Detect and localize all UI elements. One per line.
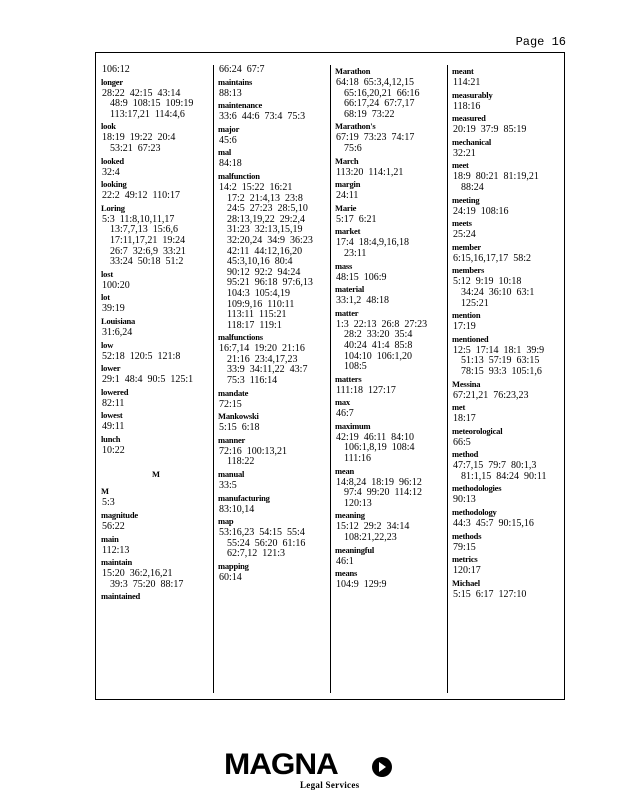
index-term: meet bbox=[452, 160, 469, 171]
page-line-reference: 6:15,16,17,17 58:2 bbox=[453, 252, 532, 264]
page-line-reference: 39:3 75:20 88:17 bbox=[110, 578, 184, 590]
index-entry bbox=[217, 146, 329, 170]
index-entry bbox=[217, 515, 329, 560]
page-line-reference: 28:22 42:15 43:14 bbox=[102, 87, 181, 99]
page-line-reference: 64:18 65:3,4,12,15 bbox=[336, 77, 415, 88]
page-line-reference: 33:9 34:11,22 43:7 bbox=[227, 364, 308, 376]
page-line-reference: 118:17 119:1 bbox=[227, 319, 282, 331]
index-term: mentioned bbox=[452, 333, 489, 344]
index-term: Mankowski bbox=[218, 411, 259, 422]
page-line-reference: 32:21 bbox=[453, 147, 476, 159]
page-line-reference: 10:22 bbox=[102, 444, 125, 456]
page-line-reference: 24:19 108:16 bbox=[453, 205, 509, 217]
index-entry bbox=[100, 590, 212, 603]
index-term: material bbox=[335, 284, 365, 295]
index-term: methodologies bbox=[452, 483, 502, 494]
index-term: Michael bbox=[452, 577, 480, 588]
index-entry bbox=[334, 260, 446, 284]
index-term: meeting bbox=[452, 194, 480, 205]
page-line-reference: 120:17 bbox=[453, 565, 481, 577]
index-term: meant bbox=[452, 66, 474, 76]
index-entry bbox=[217, 410, 329, 434]
index-term: maintains bbox=[218, 76, 253, 87]
page-line-reference: 16:7,14 19:20 21:16 bbox=[219, 343, 305, 355]
page-line-reference: 5:17 6:21 bbox=[336, 213, 377, 225]
index-section-letter: M bbox=[151, 469, 161, 480]
index-term: look bbox=[101, 121, 116, 132]
page-line-reference: 44:3 45:7 90:15,16 bbox=[453, 518, 534, 530]
page-line-reference: 113:17,21 114:4,6 bbox=[110, 108, 185, 120]
index-term: looked bbox=[101, 155, 124, 166]
page-line-reference: 113:20 114:1,21 bbox=[336, 166, 404, 178]
page-line-reference: 81:1,15 84:24 90:11 bbox=[461, 470, 547, 482]
page-line-reference: 72:16 100:13,21 bbox=[219, 445, 288, 457]
page-line-reference: 22:2 49:12 110:17 bbox=[102, 190, 180, 202]
page-line-reference: 33:1,2 48:18 bbox=[336, 295, 390, 307]
page-line-reference: 47:7,15 79:7 80:1,3 bbox=[453, 460, 537, 472]
page-line-reference: 111:16 bbox=[344, 453, 372, 465]
index-entry bbox=[451, 333, 563, 378]
page-line-reference: 62:7,12 121:3 bbox=[227, 548, 286, 560]
index-term: meaningful bbox=[335, 544, 375, 555]
magna-logo bbox=[0, 748, 618, 798]
index-term: magnitude bbox=[101, 510, 138, 521]
page-line-reference: 68:19 73:22 bbox=[344, 108, 395, 120]
index-entry bbox=[451, 217, 563, 241]
index-term: manufacturing bbox=[218, 492, 270, 503]
page-line-reference: 109:9,16 110:11 bbox=[227, 298, 295, 310]
page-line-reference: 29:1 48:4 90:5 125:1 bbox=[102, 374, 194, 386]
column-divider bbox=[213, 65, 214, 693]
index-column-1 bbox=[100, 65, 212, 695]
index-entry bbox=[217, 331, 329, 386]
index-term: malfunctions bbox=[218, 332, 263, 343]
page-line-reference: 66:24 67:7 bbox=[219, 65, 265, 75]
index-term: methods bbox=[452, 530, 482, 541]
index-term: mandate bbox=[218, 387, 249, 398]
page-line-reference: 12:5 17:14 18:1 39:9 bbox=[453, 344, 545, 356]
page-line-reference: 17:4 18:4,9,16,18 bbox=[336, 237, 410, 249]
page-line-reference: 52:18 120:5 121:8 bbox=[102, 350, 181, 362]
index-term: method bbox=[452, 449, 479, 460]
index-entry bbox=[217, 99, 329, 123]
page-line-reference: 5:15 6:18 bbox=[219, 422, 260, 434]
index-term: lower bbox=[101, 363, 121, 374]
index-term: Messina bbox=[452, 378, 481, 389]
logo-tagline: Legal Services bbox=[300, 780, 360, 790]
page-line-reference: 18:17 bbox=[453, 413, 476, 425]
index-entry bbox=[100, 485, 212, 509]
arrow-circle-icon bbox=[372, 757, 392, 777]
index-term: max bbox=[335, 397, 350, 408]
index-entry bbox=[100, 315, 212, 339]
page-line-reference: 46:7 bbox=[336, 408, 354, 420]
index-entry bbox=[217, 387, 329, 411]
index-term: looking bbox=[101, 179, 127, 190]
index-entry bbox=[451, 506, 563, 530]
index-term: Loring bbox=[101, 202, 125, 213]
page-line-reference: 46:1 bbox=[336, 555, 354, 567]
index-term: main bbox=[101, 533, 119, 544]
page-line-reference: 53:21 67:23 bbox=[110, 142, 161, 154]
index-term: mal bbox=[218, 147, 232, 158]
index-entry bbox=[334, 307, 446, 373]
page-line-reference: 24:5 27:23 28:5,10 bbox=[227, 203, 308, 215]
page-line-reference: 75:3 116:14 bbox=[227, 375, 278, 387]
index-entry bbox=[217, 76, 329, 100]
index-entry bbox=[334, 544, 446, 568]
page-line-reference: 84:18 bbox=[219, 158, 242, 170]
index-entry bbox=[217, 65, 329, 76]
index-entry bbox=[217, 123, 329, 147]
index-term: major bbox=[218, 123, 240, 134]
page-line-reference: 95:21 96:18 97:6,13 bbox=[227, 277, 313, 289]
page-line-reference: 45:6 bbox=[219, 134, 237, 146]
index-entry bbox=[334, 420, 446, 465]
page-line-reference: 32:4 bbox=[102, 166, 120, 178]
index-term: manner bbox=[218, 434, 246, 445]
index-term: manual bbox=[218, 469, 245, 480]
page-line-reference: 67:19 73:23 74:17 bbox=[336, 132, 415, 144]
index-entry bbox=[100, 76, 212, 121]
index-entry bbox=[334, 396, 446, 420]
page-line-reference: 40:24 41:4 85:8 bbox=[344, 339, 413, 351]
page-line-reference: 31:6,24 bbox=[102, 326, 133, 338]
page-line-reference: 55:24 56:20 61:16 bbox=[227, 537, 306, 549]
index-entry bbox=[451, 136, 563, 160]
index-entry bbox=[217, 468, 329, 492]
page-line-reference: 48:9 108:15 109:19 bbox=[110, 98, 194, 110]
index-term: members bbox=[452, 265, 485, 276]
page-line-reference: 97:4 99:20 114:12 bbox=[344, 487, 422, 499]
page-line-reference: 82:11 bbox=[102, 397, 125, 409]
index-column-2 bbox=[217, 65, 329, 695]
page-line-reference: 66:17,24 67:7,17 bbox=[344, 98, 415, 110]
page-line-reference: 66:5 bbox=[453, 436, 471, 448]
index-entry bbox=[451, 425, 563, 449]
index-entry bbox=[100, 386, 212, 410]
page-line-reference: 26:7 32:6,9 33:21 bbox=[110, 245, 186, 257]
index-column-4 bbox=[451, 65, 563, 695]
index-entry bbox=[451, 577, 563, 601]
index-entry bbox=[217, 492, 329, 516]
page-line-reference: 51:13 57:19 63:15 bbox=[461, 355, 540, 367]
index-entry bbox=[217, 560, 329, 584]
page-line-reference: 42:19 46:11 84:10 bbox=[336, 431, 414, 443]
index-term: Marathon bbox=[335, 66, 371, 76]
index-term: measurably bbox=[452, 89, 493, 100]
column-divider bbox=[330, 65, 331, 693]
index-term: map bbox=[218, 516, 234, 527]
page-line-reference: 34:24 36:10 63:1 bbox=[461, 286, 535, 298]
index-entry bbox=[217, 434, 329, 468]
page-line-reference: 118:22 bbox=[227, 456, 255, 468]
index-term: March bbox=[335, 155, 359, 166]
page-line-reference: 49:11 bbox=[102, 421, 125, 433]
page-line-reference: 106:1,8,19 108:4 bbox=[344, 442, 415, 454]
column-divider bbox=[447, 65, 448, 693]
index-entry bbox=[451, 159, 563, 193]
page-line-reference: 20:19 37:9 85:19 bbox=[453, 124, 527, 136]
index-entry bbox=[451, 65, 563, 89]
page-line-reference: 5:12 9:19 10:18 bbox=[453, 276, 522, 288]
index-entry bbox=[100, 291, 212, 315]
index-term: meteorological bbox=[452, 425, 503, 436]
index-term: met bbox=[452, 402, 466, 413]
index-entry bbox=[100, 155, 212, 179]
index-entry bbox=[100, 268, 212, 292]
page-line-reference: 33:24 50:18 51:2 bbox=[110, 256, 184, 268]
page-line-reference: 79:15 bbox=[453, 541, 476, 553]
index-entry bbox=[334, 567, 446, 591]
page-line-reference: 75:6 bbox=[344, 142, 362, 154]
index-entry bbox=[451, 112, 563, 136]
page-line-reference: 23:11 bbox=[344, 247, 367, 259]
page-line-reference: 39:19 bbox=[102, 303, 125, 315]
index-term: malfunction bbox=[218, 170, 260, 181]
index-column-3 bbox=[334, 65, 446, 695]
page-line-reference: 33:5 bbox=[219, 480, 237, 492]
page-line-reference: 28:13,19,22 29:2,4 bbox=[227, 213, 306, 225]
index-term: Marathon's bbox=[335, 121, 376, 132]
page-line-reference: 104:10 106:1,20 bbox=[344, 350, 413, 362]
page-line-reference: 56:22 bbox=[102, 521, 125, 533]
index-term: metrics bbox=[452, 554, 478, 565]
page-line-reference: 65:16,20,21 66:16 bbox=[344, 87, 420, 99]
index-entry bbox=[451, 194, 563, 218]
page-line-reference: 111:18 127:17 bbox=[336, 384, 396, 396]
page-number: Page 16 bbox=[515, 35, 566, 49]
page-line-reference: 32:20,24 34:9 36:23 bbox=[227, 234, 313, 246]
index-entry bbox=[217, 170, 329, 331]
index-entry bbox=[334, 373, 446, 397]
page-line-reference: 120:13 bbox=[344, 497, 372, 509]
index-term: meaning bbox=[335, 510, 365, 521]
index-entry bbox=[451, 378, 563, 402]
page-line-reference: 48:15 106:9 bbox=[336, 271, 387, 283]
page-line-reference: 88:13 bbox=[219, 87, 242, 99]
index-term: measured bbox=[452, 113, 486, 124]
page-line-reference: 108:21,22,23 bbox=[344, 532, 397, 544]
page-line-reference: 28:2 33:20 35:4 bbox=[344, 329, 413, 341]
index-entry bbox=[451, 530, 563, 554]
page-line-reference: 18:19 19:22 20:4 bbox=[102, 132, 176, 144]
logo-wordmark: MAGNA bbox=[224, 748, 338, 781]
index-entry bbox=[334, 120, 446, 154]
index-frame bbox=[95, 52, 565, 700]
page-line-reference: 104:9 129:9 bbox=[336, 579, 387, 591]
index-entry bbox=[451, 401, 563, 425]
index-entry bbox=[100, 533, 212, 557]
page-line-reference: 17:11,17,21 19:24 bbox=[110, 234, 186, 246]
index-entry bbox=[451, 241, 563, 265]
index-term: margin bbox=[335, 179, 361, 190]
index-entry bbox=[100, 339, 212, 363]
index-term: maintain bbox=[101, 557, 132, 568]
page-line-reference: 13:7,7,13 15:6,6 bbox=[110, 224, 179, 236]
index-term: lunch bbox=[101, 433, 121, 444]
page-line-reference: 5:3 bbox=[102, 497, 115, 509]
page-line-reference: 104:3 105:4,19 bbox=[227, 287, 291, 299]
index-entry bbox=[451, 448, 563, 482]
page-line-reference: 112:13 bbox=[102, 544, 130, 556]
index-term: market bbox=[335, 226, 361, 237]
index-entry bbox=[100, 120, 212, 154]
index-term: longer bbox=[101, 76, 123, 87]
index-term: Marie bbox=[335, 202, 357, 213]
page-line-reference: 108:5 bbox=[344, 361, 367, 373]
page-line-reference: 114:21 bbox=[453, 77, 481, 88]
page-line-reference: 118:16 bbox=[453, 100, 481, 112]
page-line-reference: 1:3 22:13 26:8 27:23 bbox=[336, 318, 428, 330]
page-line-reference: 21:16 23:4,17,23 bbox=[227, 353, 298, 365]
index-entry bbox=[334, 465, 446, 510]
index-term: maintained bbox=[101, 591, 141, 602]
index-term: mapping bbox=[218, 561, 249, 571]
index-entry bbox=[451, 553, 563, 577]
index-entry bbox=[100, 433, 212, 457]
page-line-reference: 17:19 bbox=[453, 321, 476, 333]
index-term: lowered bbox=[101, 386, 129, 397]
index-entry bbox=[451, 89, 563, 113]
index-entry bbox=[334, 283, 446, 307]
page-line-reference: 5:3 11:8,10,11,17 bbox=[102, 213, 175, 225]
index-term: lowest bbox=[101, 410, 123, 421]
index-term: Louisiana bbox=[101, 315, 136, 326]
page-line-reference: 83:10,14 bbox=[219, 503, 255, 515]
page-line-reference: 72:15 bbox=[219, 398, 242, 410]
page-line-reference: 15:20 36:2,16,21 bbox=[102, 568, 173, 580]
page-line-reference: 113:11 115:21 bbox=[227, 309, 287, 321]
page-line-reference: 18:9 80:21 81:19,21 bbox=[453, 171, 539, 183]
index-term: lost bbox=[101, 268, 113, 279]
page-line-reference: 60:14 bbox=[219, 572, 242, 583]
index-entry bbox=[100, 65, 212, 76]
index-entry bbox=[334, 178, 446, 202]
index-entry bbox=[334, 155, 446, 179]
page-line-reference: 45:3,10,16 80:4 bbox=[227, 256, 293, 268]
index-entry bbox=[451, 309, 563, 333]
index-term: meets bbox=[452, 218, 472, 229]
index-term: maintenance bbox=[218, 100, 263, 111]
index-term: methodology bbox=[452, 507, 497, 518]
index-term: mass bbox=[335, 260, 353, 271]
index-term: member bbox=[452, 241, 482, 252]
page-line-reference: 17:2 21:4,13 23:8 bbox=[227, 192, 303, 204]
page-line-reference: 100:20 bbox=[102, 279, 130, 291]
index-entry bbox=[100, 556, 212, 590]
page-line-reference: 125:21 bbox=[461, 297, 489, 309]
index-term: matters bbox=[335, 373, 362, 384]
index-term: M bbox=[101, 486, 109, 497]
page-line-reference: 25:24 bbox=[453, 229, 476, 241]
index-entry bbox=[451, 264, 563, 309]
page-line-reference: 24:11 bbox=[336, 190, 359, 202]
index-entry bbox=[100, 409, 212, 433]
index-term: lot bbox=[101, 292, 110, 303]
index-term: maximum bbox=[335, 420, 371, 431]
index-entry bbox=[100, 202, 212, 268]
page-line-reference: 78:15 93:3 105:1,6 bbox=[461, 365, 542, 377]
page-line-reference: 42:11 44:12,16,20 bbox=[227, 245, 303, 257]
index-entry bbox=[100, 178, 212, 202]
index-entry bbox=[334, 225, 446, 259]
index-term: mean bbox=[335, 465, 355, 476]
page-line-reference: 15:12 29:2 34:14 bbox=[336, 521, 410, 533]
page-line-reference: 67:21,21 76:23,23 bbox=[453, 389, 529, 401]
page-line-reference: 88:24 bbox=[461, 181, 484, 193]
page-line-reference: 90:12 92:2 94:24 bbox=[227, 266, 301, 278]
page-line-reference: 53:16,23 54:15 55:4 bbox=[219, 527, 305, 539]
index-entry bbox=[334, 509, 446, 543]
index-term: mention bbox=[452, 310, 481, 321]
index-term: matter bbox=[335, 307, 359, 318]
page-line-reference: 14:8,24 18:19 96:12 bbox=[336, 476, 422, 488]
index-term: low bbox=[101, 339, 114, 350]
page-line-reference: 5:15 6:17 127:10 bbox=[453, 588, 527, 600]
index-entry bbox=[100, 509, 212, 533]
page-line-reference: 14:2 15:22 16:21 bbox=[219, 181, 293, 193]
page-line-reference: 106:12 bbox=[102, 65, 130, 75]
page-line-reference: 31:23 32:13,15,19 bbox=[227, 224, 303, 236]
page-line-reference: 33:6 44:6 73:4 75:3 bbox=[219, 111, 306, 123]
index-term: means bbox=[335, 568, 358, 579]
page-line-reference: 90:13 bbox=[453, 494, 476, 506]
index-entry bbox=[100, 362, 212, 386]
index-entry bbox=[334, 65, 446, 120]
index-term: mechanical bbox=[452, 136, 492, 147]
index-entry bbox=[334, 202, 446, 226]
index-entry bbox=[451, 482, 563, 506]
